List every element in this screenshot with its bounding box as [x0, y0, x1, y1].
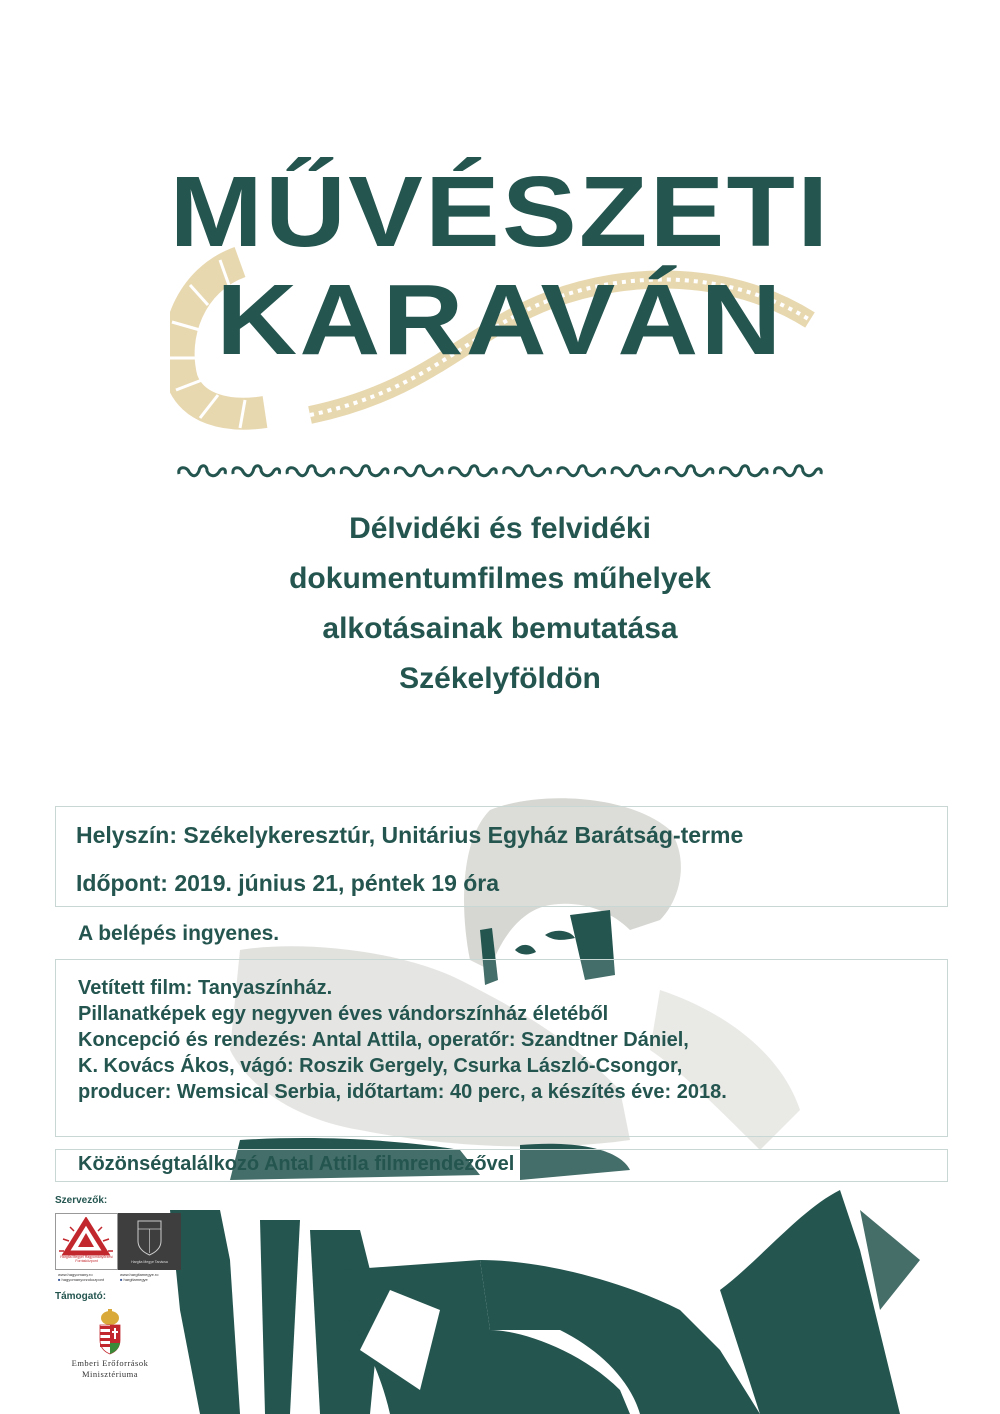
ornament-motif	[775, 466, 822, 476]
subtitle-line: dokumentumfilmes műhelyek	[289, 562, 711, 595]
logo-caption: Hargita Megyei Hagyományőrzési Forrásközpont	[60, 1255, 113, 1263]
film-detail-line: Pillanatképek egy negyven éves vándorszínház életéből	[78, 1003, 609, 1025]
film-detail-line: Vetített film: Tanyaszínház.	[78, 977, 333, 999]
audience-meeting-box	[55, 1149, 948, 1182]
supporter-label: Támogató:	[55, 1291, 107, 1302]
venue-text: Helyszín: Székelykeresztúr, Unitárius Egyház Barátság-terme	[76, 822, 744, 848]
subtitle-line: Délvidéki és felvidéki	[349, 512, 651, 545]
county-council-logo	[118, 1213, 181, 1270]
organizer-social-link[interactable]: ■ hagyomanyorzokozpont	[58, 1277, 105, 1282]
venue-date-box	[55, 806, 948, 907]
ornament-motif	[395, 466, 442, 476]
ornamental-divider	[175, 462, 825, 482]
poster-subtitle	[0, 504, 1000, 704]
facebook-icon: ■	[58, 1277, 61, 1282]
organizers-label: Szervezők:	[55, 1195, 108, 1206]
ornament-motif	[612, 466, 659, 476]
hagyomanyorzo-logo	[55, 1213, 118, 1270]
poster-title-line-1: MŰVÉSZETI	[169, 156, 831, 268]
audience-meeting-text: Közönségtalálkozó Antal Attila filmrendezővel	[78, 1153, 515, 1175]
ornament-motif	[450, 466, 497, 476]
facebook-icon: ■	[120, 1277, 123, 1282]
film-detail-line: Koncepció és rendezés: Antal Attila, operatőr: Szandtner Dániel,	[78, 1029, 689, 1051]
county-coat-of-arms-icon	[118, 1215, 181, 1260]
free-entry-text: A belépés ingyenes.	[78, 922, 280, 945]
ornament-motif	[179, 466, 226, 476]
subtitle-line: alkotásainak bemutatása	[322, 612, 678, 645]
date-text: Időpont: 2019. június 21, péntek 19 óra	[76, 870, 500, 896]
ornament-motif	[720, 466, 767, 476]
ministry-logo	[55, 1308, 165, 1383]
ministry-name: Emberi Erőforrások Minisztériuma	[71, 1358, 149, 1379]
film-detail-line: K. Kovács Ákos, vágó: Roszik Gergely, Csurka László-Csongor,	[78, 1055, 683, 1077]
organizer-website-link[interactable]: www.hargitamegye.ro	[120, 1272, 159, 1277]
ornament-motif	[341, 466, 388, 476]
ornament-motif	[558, 466, 605, 476]
film-detail-line: producer: Wemsical Serbia, időtartam: 40 perc, a készítés éve: 2018.	[78, 1081, 727, 1103]
organizer-website-link[interactable]: www.hagyomany.ro	[58, 1272, 93, 1277]
ornament-motif	[666, 466, 713, 476]
film-details-box	[55, 959, 948, 1137]
hungarian-coat-of-arms-icon	[55, 1308, 165, 1356]
organizer-social-link[interactable]: ■ hargitamegye	[120, 1277, 148, 1282]
poster-title-line-2: KARAVÁN	[216, 264, 784, 376]
subtitle-line: Székelyföldön	[399, 662, 601, 695]
logo-caption: Hargita Megye Tanácsa	[131, 1260, 168, 1264]
ornament-motif	[287, 466, 334, 476]
ornament-motif	[233, 466, 280, 476]
ornament-motif	[504, 466, 551, 476]
